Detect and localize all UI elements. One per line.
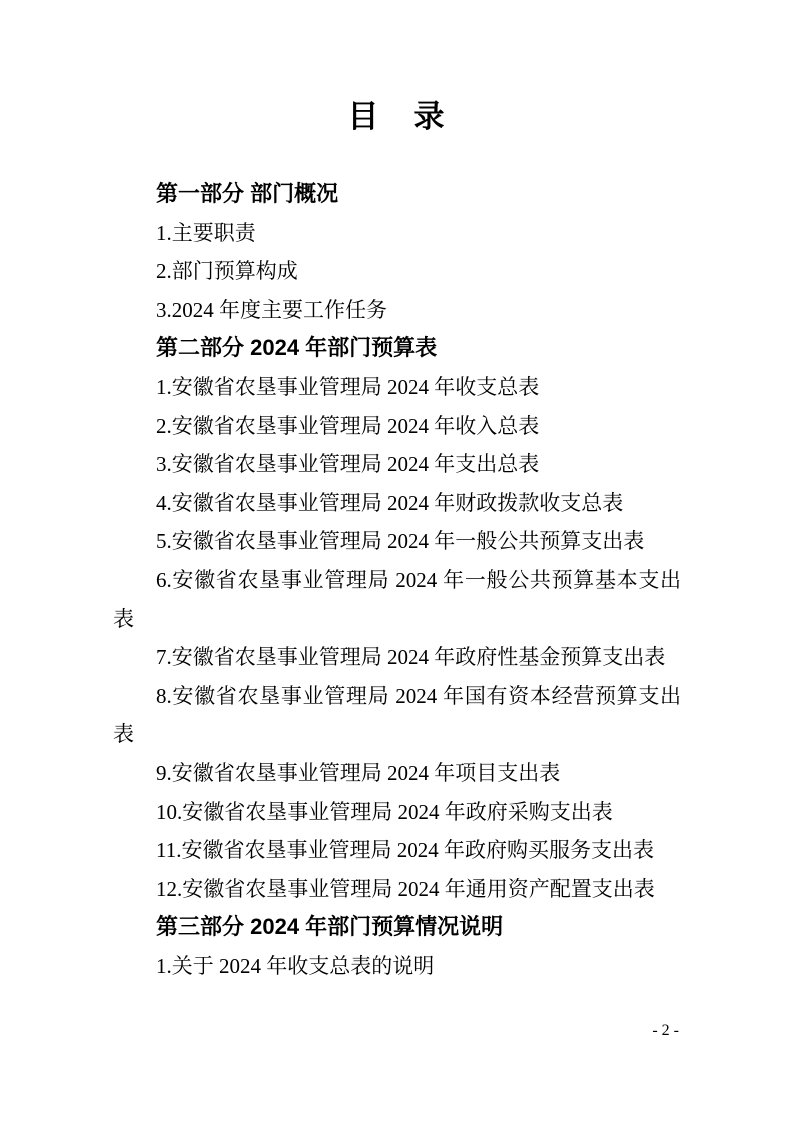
toc-entry: 12.安徽省农垦事业管理局 2024 年通用资产配置支出表 — [156, 876, 655, 901]
toc-entry: 9.安徽省农垦事业管理局 2024 年项目支出表 — [156, 760, 561, 785]
toc-entry: 2.部门预算构成 — [156, 259, 298, 284]
toc-entry: 1.安徽省农垦事业管理局 2024 年收支总表 — [156, 374, 540, 399]
toc-entry: 7.安徽省农垦事业管理局 2024 年政府性基金预算支出表 — [156, 645, 666, 670]
toc-entry: 10.安徽省农垦事业管理局 2024 年政府采购支出表 — [156, 799, 613, 824]
toc-entry: 2.安徽省农垦事业管理局 2024 年收入总表 — [156, 413, 540, 438]
toc-entry: 1.主要职责 — [156, 220, 256, 245]
toc-entry: 3.安徽省农垦事业管理局 2024 年支出总表 — [156, 452, 540, 477]
toc-entry: 8.安徽省农垦事业管理局 2024 年国有资本经营预算支出表 — [113, 683, 681, 747]
toc-section-heading: 第一部分 部门概况 — [156, 181, 339, 206]
toc-section-heading: 第二部分 2024 年部门预算表 — [156, 335, 438, 361]
toc-entry: 1.关于 2024 年收支总表的说明 — [156, 953, 435, 978]
toc-entry: 5.安徽省农垦事业管理局 2024 年一般公共预算支出表 — [156, 529, 645, 554]
toc-entry: 4.安徽省农垦事业管理局 2024 年财政拨款收支总表 — [156, 490, 624, 515]
toc-entry: 6.安徽省农垦事业管理局 2024 年一般公共预算基本支出表 — [113, 567, 681, 631]
toc-entry: 11.安徽省农垦事业管理局 2024 年政府购买服务支出表 — [156, 838, 654, 863]
page-number: - 2 - — [652, 1022, 679, 1039]
toc-section-heading: 第三部分 2024 年部门预算情况说明 — [156, 914, 504, 940]
toc-entry: 3.2024 年度主要工作任务 — [156, 297, 387, 322]
page-title: 目 录 — [347, 99, 447, 134]
table-of-contents — [113, 175, 681, 985]
